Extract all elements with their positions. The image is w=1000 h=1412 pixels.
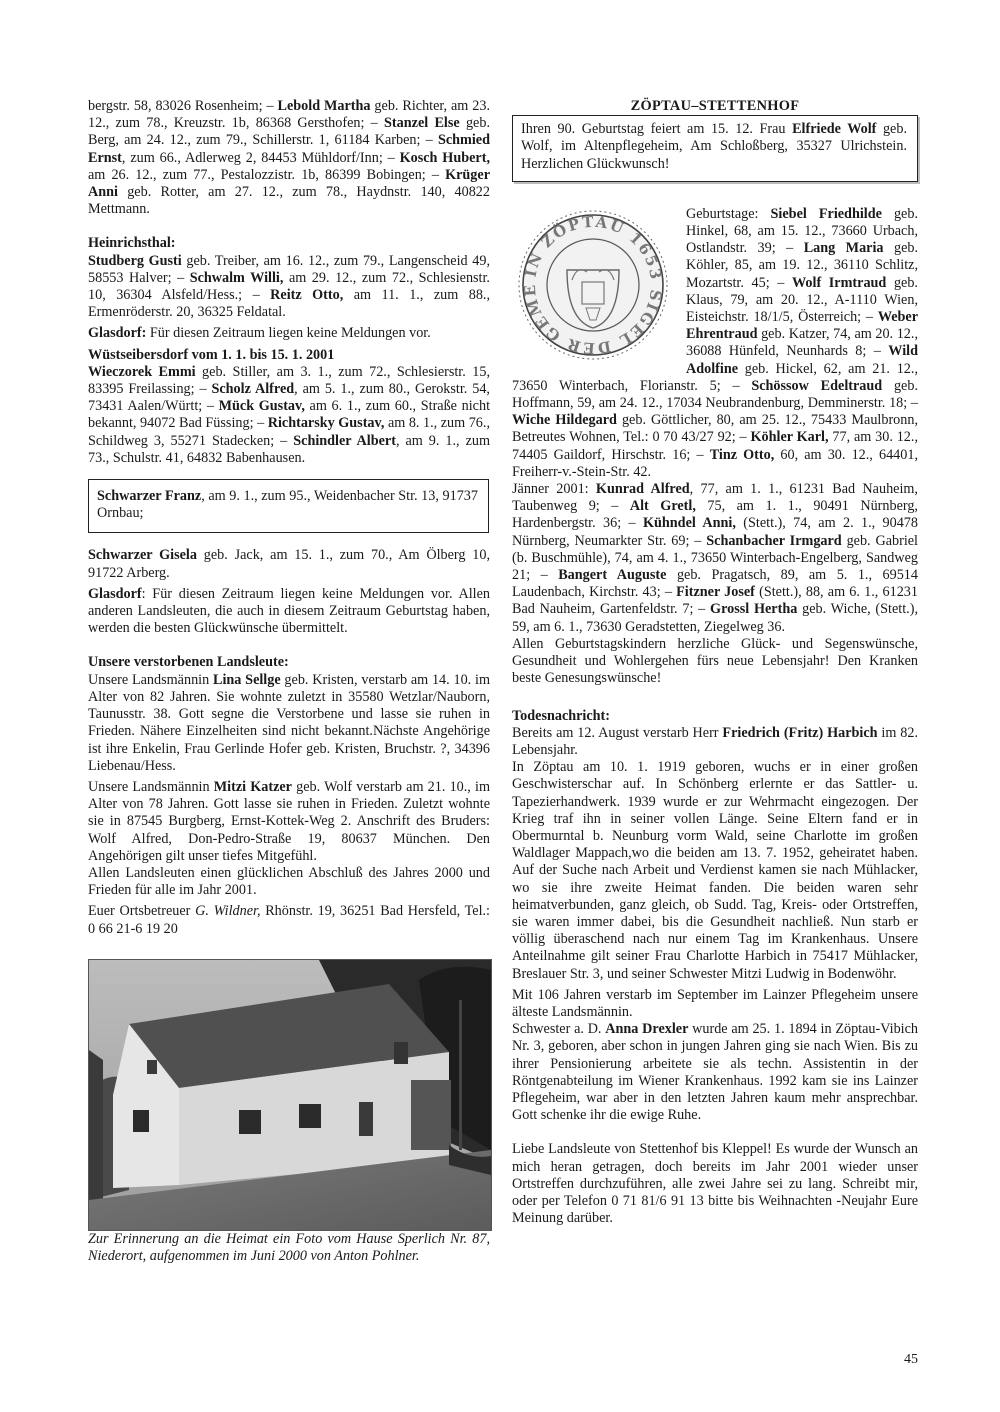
right-paragraph-5: In Zöptau am 10. 1. 1919 geboren, wuchs er in einer großen Geschwisterschar auf. In Schönberg erlernte er das Sattler- u. Tapezierhandwerk. 1939 wurde er zur Wehrmacht eingezogen. Der Krieg traf ihn in seiner vollen Länge. Seine Eltern fand er in Obermurntal b. Neunburg vorm Wald, seine Charlotte im großen Waldlager Mappach,wo die beiden am 13. 7. 1952, geheiratet haben. Auf der Suche nach Arbeit und Verdienst kamen sie nach Mühlacker, wo sie ihre zweite Heimat fanden. Die beiden waren sehr heimatverbunden, ganz gleich, ob Sudd. Tag, Kreis- oder Ortstreffen, sie waren immer dabei, bis die Gesundheit nachließ. Nun starb er völlig überaschend nach nur einem Tag im Krankenhaus. Unsere Anteilnahme gilt seiner Frau Charlotte Harbich in 75417 Mühlacker, Breslauer Str. 3, und seiner Schwester Mitzi Ludwig in Bodenwöhr. [512, 759, 918, 982]
left-paragraph-9: Allen Landsleuten einen glücklichen Abschluß des Jahres 2000 und Frieden für alle im Jahr 2001. [88, 864, 490, 899]
right-paragraph-4: Bereits am 12. August verstarb Herr Friedrich (Fritz) Harbich im 82. Lebensjahr. [512, 724, 918, 758]
heinrichsthal-heading: Heinrichsthal: [88, 235, 176, 252]
right-box-text: Ihren 90. Geburtstag feiert am 15. 12. Frau Elfriede Wolf geb. Wolf, im Altenpflegeheim, Am Schloßberg, 35327 Ulrichstein. Herzlichen Glückwunsch! [521, 121, 907, 172]
right-paragraph-8: Liebe Landsleute von Stettenhof bis Kleppel! Es wurde der Wunsch an mich heran getragen, doch bereits im Jahr 2001 wieder unser Ortstreffen durchzuführen, alle zwei Jahre sei zu lang. Schreibt mir, oder per Telefon 0 71 81/6 91 13 bitte bis Weihnachten -Neujahr Eure Meinung darüber. [512, 1141, 918, 1227]
left-column [88, 98, 490, 1265]
elfriede-wolf-box [512, 115, 918, 182]
left-paragraph-10: Euer Ortsbetreuer G. Wildner, Rhönstr. 19, 36251 Bad Hersfeld, Tel.: 0 66 21-6 19 20 [88, 903, 490, 937]
left-paragraph-3: Glasdorf: Für diesen Zeitraum liegen keine Meldungen vor. [88, 325, 431, 342]
right-paragraph-1: Geburtstage: Siebel Friedhilde geb. Hinkel, 68, am 15. 12., 73660 Urbach, Ostlandstr. 39; – Lang Maria geb. Köhler, 85, am 19. 12., 36110 Schlitz, Mozartstr. 45; – Wolf Irmtraud geb. Klaus, 79, am 20. 12., A-1110 Wien, Eisteichstr. 18/1/5, Österreich; – Weber Ehrentraud geb. Katzer, 74, am 20. 12., 36088 Hünfeld, Neunhards 8; – Wild Adolfine geb. Hickel, 62, am 21. 12., 73650 Winterbach, Florianstr. 5; – Schössow Edeltraud geb. Hoffmann, 59, am 24. 12., 17034 Neubrandenburg, Demminerstr. 18; – Wiche Hildegard geb. Göttlicher, 80, am 25. 12., 75433 Maulbronn, Betreutes Wohnen, Tel.: 0 70 43/27 92; – Köhler Karl, 77, am 30. 12., 74405 Gaildorf, Hirschstr. 16; – Tinz Otto, 60, am 30. 12., 64401, Freiherr-v.-Stein-Str. 42. [512, 205, 919, 480]
left-paragraph-6: Glasdorf: Für diesen Zeitraum liegen keine Meldungen vor. Allen anderen Landsleuten, die auch in diesem Zeitraum Geburtstag haben, werden die besten Glückwünsche übermittelt. [88, 585, 490, 637]
wuestseibersdorf-heading: Wüstseibersdorf vom 1. 1. bis 15. 1. 2001 [88, 346, 335, 363]
right-paragraph-2: Jänner 2001: Kunrad Alfred, 77, am 1. 1., 61231 Bad Nauheim, Taubenweg 9; – Alt Gretl, 75, am 1. 1., 90491 Nürnberg, Hardenbergstr. 36; – Kühndel Anni, (Stett.), 74, am 2. 1., 90478 Nürnberg, Neumarkter Str. 69; – Schanbacher Irmgard geb. Gabriel (b. Buschmühle), 74, am 4. 1., 73650 Winterbach-Engelberg, Sandweg 21; – Bangert Auguste geb. Pragatsch, 89, am 5. 1., 69514 Laudenbach, Kirchstr. 43; – Fitzner Josef (Stett.), 88, am 6. 1., 61231 Bad Nauheim, Gartenfeldstr. 7; – Grossl Hertha geb. Wiche, (Stett.), 59, am 6. 1., 73630 Geradstetten, Ziegelweg 36. [512, 481, 918, 635]
seal-text: IN ZÖPTAU 1653 SIGEL DER GEME [520, 212, 666, 358]
municipal-seal [512, 210, 674, 360]
left-paragraph-8: Unsere Landsmännin Mitzi Katzer geb. Wolf verstarb am 21. 10., im Alter von 78 Jahren. Gott lasse sie ruhen in Frieden. Zuletzt wohnte sie in 87545 Burgberg, Ernst-Kottek-Weg 2. Anschrift des Bruders: Wolf Alfred, Don-Pedro-Straße 19, 80637 München. Den Angehörigen gilt unser tiefes Mitgefühl. [88, 778, 490, 864]
right-paragraph-7: Schwester a. D. Anna Drexler wurde am 25. 1. 1894 in Zöptau-Vibich Nr. 3, geboren, aber schon in jungen Jahren ging sie nach Wien. Bis zu ihrer Pensionierung arbeitete sie als techn. Assistentin in der Röntgenabteilung im Wiener Krankenhaus. 1992 kam sie ins Lainzer Pflegeheim, war aber in den letzten Jahren kaum mehr ansprechbar. Gott schenke ihr die ewige Ruhe. [512, 1021, 918, 1124]
left-paragraph-1: bergstr. 58, 83026 Rosenheim; – Lebold Martha geb. Richter, am 23. 12., zum 78., Kreuzstr. 1b, 86368 Gersthofen; – Stanzel Else geb. Berg, am 24. 12., zum 79., Schillerstr. 1, 61184 Karben; – Schmied Ernst, zum 66., Adlerweg 2, 84453 Mühldorf/Inn; – Kosch Hubert, am 26. 12., zum 77., Pestalozzistr. 1b, 86399 Bobingen; – Krüger Anni geb. Rotter, am 27. 12., zum 78., Haydnstr. 140, 40822 Mettmann. [88, 98, 490, 218]
left-paragraph-5: Schwarzer Gisela geb. Jack, am 15. 1., zum 70., Am Ölberg 10, 91722 Arberg. [88, 547, 491, 581]
verstorbene-heading: Unsere verstorbenen Landsleute: [88, 654, 289, 671]
section-title: ZÖPTAU–STETTENHOF [630, 98, 800, 114]
page-number: 45 [904, 1352, 918, 1367]
photo-caption: Zur Erinnerung an die Heimat ein Foto vom Hause Sperlich Nr. 87, Niederort, aufgenommen im Juni 2000 von Anton Pohlner. [88, 1230, 490, 1264]
left-paragraph-2: Studberg Gusti geb. Treiber, am 16. 12., zum 79., Langenscheid 49, 58553 Halver; – Schwalm Willi, am 29. 12., zum 72., Schlesienstr. 10, 36304 Alsfeld/Hess.; – Reitz Otto, am 11. 1., zum 88., Ermenröderstr. 20, 36325 Feldatal. [88, 252, 491, 321]
left-paragraph-4: Wieczorek Emmi geb. Stiller, am 3. 1., zum 72., Schlesierstr. 15, 83395 Freilassing; – Scholz Alfred, am 5. 1., zum 80., Gerokstr. 54, 73431 Aalen/Württ; – Mück Gustav, am 6. 1., zum 60., Straße nicht bekannt, 94072 Bad Füssing; – Richtarsky Gustav, am 8. 1., zum 76., Schildweg 3, 55271 Stadecken; – Schindler Albert, am 9. 1., zum 73., Schulstr. 41, 64832 Babenhausen. [88, 363, 491, 466]
left-paragraph-7: Unsere Landsmännin Lina Sellge geb. Kristen, verstarb am 14. 10. im Alter von 82 Jahren. Sie wohnte zuletzt in 35580 Wetzlar/Nauborn, Taunusstr. 38. Gott segne die Verstorbene und lasse sie ruhen in Frieden. Nähere Einzelheiten sind nicht bekannt.Nächste Angehörige ist ihre Enkelin, Frau Gerlinde Hofer geb. Kristen, Bruchstr. ?, 34396 Liebenau/Hess. [88, 671, 490, 774]
seal-icon [512, 210, 674, 360]
birthday-block [512, 206, 918, 688]
house-photo [88, 959, 492, 1231]
house-photo-image [89, 960, 491, 1230]
todes-heading: Todesnachricht: [512, 707, 611, 724]
right-column [512, 98, 918, 1227]
right-paragraph-3: Allen Geburtstagskindern herzliche Glück- und Segenswünsche, Gesundheit und Wohlergehen fürs neue Lebensjahr! Den Kranken beste Genesungswünsche! [512, 635, 918, 687]
left-box-text: Schwarzer Franz, am 9. 1., zum 95., Weidenbacher Str. 13, 91737 Ornbau; [97, 488, 478, 522]
right-paragraph-6: Mit 106 Jahren verstarb im September im Lainzer Pflegeheim unsere älteste Landsmännin. [512, 986, 918, 1020]
schwarzer-franz-box [88, 479, 489, 533]
